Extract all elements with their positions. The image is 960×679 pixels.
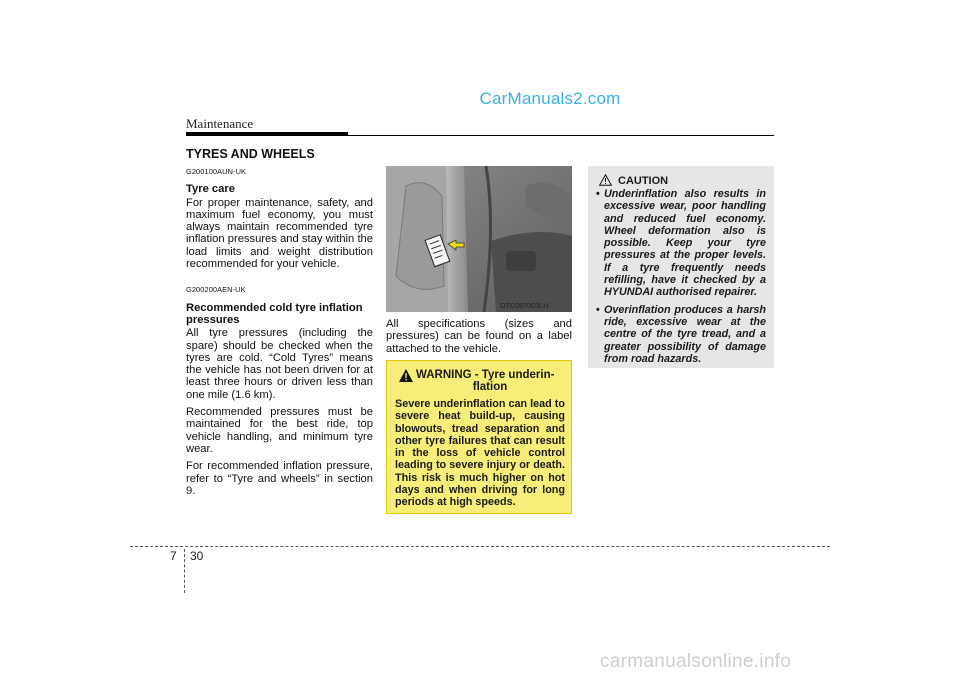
caution-title: CAUTION — [618, 175, 669, 187]
caution-box — [588, 166, 774, 368]
paragraph: All tyre pressures (including the spare) should be checked when the tyres are cold. “Cold Tyres” means the vehicle has not been driven for at least three hours or driven less than one mile (1.6 km). — [186, 327, 373, 401]
paragraph: All specifications (sizes and pressures) can be found on a label attached to the vehicle. — [386, 318, 572, 355]
column-left — [186, 166, 373, 502]
door-pillar-photo — [386, 166, 572, 312]
warning-body: Severe underinflation can lead to severe heat build-up, causing blowouts, tread separation and other tyre failures that can result in the loss of vehicle control leading to severe injury or death. This risk is much higher on hot days and when driving for long periods at high speeds. — [395, 398, 565, 509]
section-code: G200100AUN-UK — [186, 167, 247, 176]
header-rule — [186, 135, 774, 136]
footer-rule — [130, 546, 830, 547]
door-pillar-illustration — [386, 166, 572, 312]
warning-title: WARNING - Tyre underin- flation — [416, 369, 555, 393]
heading-cold-pressures: Recommended cold tyre inflation pressures — [186, 301, 363, 326]
caution-item: • Underinflation also results in excessive wear, poor handling and reduced fuel economy. Wheel deformation also is possible. Keep your tyre pressures at the proper levels. If a tyre frequently needs refilling, have it checked by a HYUNDAI authorised repairer. — [596, 188, 766, 299]
label-note — [386, 318, 572, 360]
chapter-number: 7 — [170, 549, 177, 563]
page-title: TYRES AND WHEELS — [186, 147, 315, 161]
photo-caption: OTC087003LH — [500, 301, 549, 310]
heading-tyre-care: Tyre care — [186, 183, 235, 196]
paragraph: For proper maintenance, safety, and maximum fuel economy, you must always maintain recommended tyre inflation pressures and stay within the load limits and weight distribution recommended for your vehicle. — [186, 196, 373, 271]
section-code: G200200AEN-UK — [186, 285, 246, 295]
watermark-top: CarManuals2.com — [479, 89, 621, 108]
footer-divider — [184, 549, 185, 593]
paragraph: For recommended inflation pressure, refer to “Tyre and wheels” in section 9. — [186, 460, 373, 497]
page-number: 30 — [190, 549, 204, 563]
section-label: Maintenance — [186, 116, 254, 131]
paragraph: Recommended pressures must be maintained for the best ride, top vehicle handling, and minimum tyre wear. — [186, 406, 373, 455]
caution-list — [596, 188, 766, 370]
caution-icon — [599, 174, 612, 186]
caution-item: • Overinflation produces a harsh ride, excessive wear at the centre of the tyre tread, and a greater possibility of damage from road hazards. — [596, 304, 766, 365]
watermark-bottom: carmanualsonline.info — [600, 651, 792, 672]
warning-box — [386, 360, 572, 514]
